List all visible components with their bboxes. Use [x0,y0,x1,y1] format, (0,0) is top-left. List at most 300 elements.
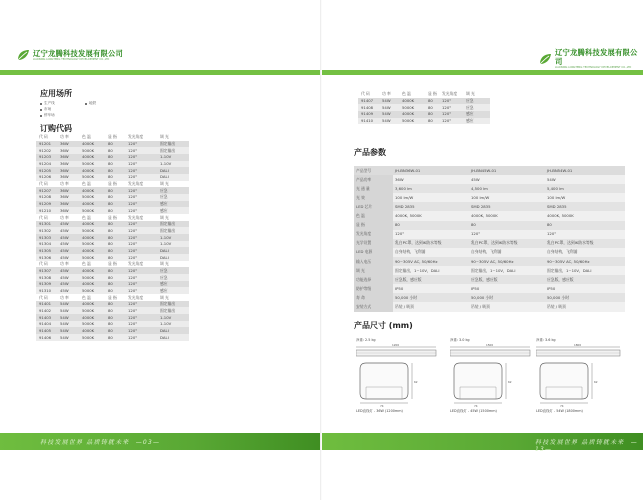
table-cell: 应急 [160,267,189,274]
list-item: 生产线 [40,101,55,106]
table-cell: 91205 [36,167,60,174]
table-cell: 光 效 [354,193,393,202]
table-cell: 120° [128,287,160,294]
table-cell: 80 [108,247,128,254]
table-cell: 80 [108,281,128,288]
table-cell: 120° [128,267,160,274]
table-cell: 代 码 [36,294,60,301]
list-item: 地铁 [85,101,96,106]
table-cell: 54W [60,334,82,341]
table-cell: 80 [393,221,469,230]
table-cell: 36W [60,201,82,208]
table-row [36,161,189,168]
table-row [354,211,625,220]
table-cell: 80 [108,321,128,328]
table-cell: 4000K [82,267,108,274]
table-cell: 91306 [36,254,60,261]
table-cell: 功 率 [60,134,82,141]
dimension-caption: LED直线灯 - 36W (1200mm) [356,409,403,413]
table-cell: 应急 [466,104,490,111]
table-cell: 自身结构，飞利浦 [469,248,545,257]
table-cell: 光 通 量 [354,184,393,193]
table-cell: 5000K [82,307,108,314]
table-cell: 显 指 [108,134,128,141]
table-row [354,221,625,230]
dimension-length: 1200 [392,343,400,347]
table-cell: 36W [60,141,82,148]
table-cell: 91302 [36,227,60,234]
table-cell: 自身结构，飞利浦 [393,248,469,257]
table-cell: 80 [108,287,128,294]
table-cell: 91401 [36,301,60,308]
table-row [354,257,625,266]
table-cell: 91410 [358,118,382,125]
table-cell: 固定输出 [160,301,189,308]
company-name-en: LIAONING LONGTENG TECHNOLOGY DEVELOPMENT CO.,LTD [33,58,110,61]
dimension-length: 1500 [486,343,494,347]
parameters-title: 产品参数 [354,148,386,157]
table-cell: 120° [128,321,160,328]
table-row [36,154,189,161]
table-cell: 80 [108,267,128,274]
table-cell: 5000K [82,287,108,294]
dimension-weight: 净重: 2.5 kg [356,338,376,342]
table-cell: 120° [128,161,160,168]
table-cell: 36W [60,147,82,154]
dimension-weight: 净重: 3.0 kg [450,338,470,342]
table-cell: 120° [128,174,160,181]
table-cell: 显 指 [108,181,128,188]
table-cell: IP50 [469,284,545,293]
table-cell: 应急 [466,98,490,105]
table-cell: 产品功率 [354,175,393,184]
table-cell: 54W [60,307,82,314]
dimension-drawing [536,343,622,409]
table-row [354,293,625,302]
footer-slogan: 科技发展世界 品质铸就未来 —13— [535,439,638,453]
table-cell: 寿 命 [354,293,393,302]
table-cell: SMD 2835 [545,202,625,211]
table-cell: 120° [128,187,160,194]
table-header-row [36,214,189,221]
table-cell: 发光角度 [128,214,160,221]
dimension-length: 1800 [574,343,582,347]
table-cell: 45W [60,254,82,261]
table-cell: 91406 [36,334,60,341]
table-cell: 80 [108,327,128,334]
table-cell: 36W [60,154,82,161]
table-cell: 4000K, 5000K [545,211,625,220]
table-cell: 色 温 [402,91,428,98]
table-cell: DALI [160,167,189,174]
table-cell: 调 光 [160,294,189,301]
table-cell: 120° [128,307,160,314]
table-row [36,327,189,334]
table-cell: 120° [442,104,466,111]
table-row [36,147,189,154]
table-cell: 调 光 [160,214,189,221]
table-cell: 120° [128,207,160,214]
dimension-height: 62 [508,380,512,384]
table-cell: 80 [108,154,128,161]
table-cell: 代 码 [36,134,60,141]
table-cell: 120° [128,141,160,148]
left-page [0,0,321,500]
table-row [36,221,189,228]
table-cell: 36W [60,167,82,174]
table-cell: 80 [428,118,442,125]
table-cell: 固定输出 [160,147,189,154]
table-cell: 91307 [36,267,60,274]
table-cell: IP50 [393,284,469,293]
table-cell: 色 温 [354,211,393,220]
table-cell: 4000K [82,247,108,254]
table-row [354,284,625,293]
table-cell: 45W [60,267,82,274]
header-rule [0,70,321,75]
table-cell: 固定输出 [160,141,189,148]
table-row [354,302,625,311]
dimension-drawing [356,343,438,409]
table-cell: 50,000 小时 [545,293,625,302]
table-header-row [36,261,189,268]
table-cell: LED 电源 [354,248,393,257]
table-cell: 4000K, 5000K [469,211,545,220]
parameters-table [354,166,625,312]
table-row [36,241,189,248]
table-cell: 感应 [160,207,189,214]
table-cell: 显 指 [428,91,442,98]
table-cell: 45W [60,281,82,288]
company-name-cn: 辽宁龙腾科技发展有限公司 [555,48,638,66]
dimension-drawing [450,343,532,409]
order-code-table [36,134,189,341]
table-cell: 5000K [82,274,108,281]
table-cell: 91203 [36,154,60,161]
table-cell: 发光角度 [128,181,160,188]
table-cell: LED 芯片 [354,202,393,211]
table-cell: 91403 [36,314,60,321]
table-cell: 感应 [160,287,189,294]
dimension-caption: LED直线灯 - 54W (1800mm) [536,409,583,413]
table-cell: 乳白PC罩，达到IK防水等级 [469,239,545,248]
table-cell: 5000K [402,104,428,111]
table-cell: 5000K [82,321,108,328]
table-cell: 45W [60,221,82,228]
table-cell: 91204 [36,161,60,168]
header-rule [322,70,643,75]
table-cell: 100 lm/W [545,193,625,202]
table-cell: 固定输出，1~10V，DALI [393,266,469,275]
table-cell: 显 指 [108,214,128,221]
table-cell: 4000K, 5000K [393,211,469,220]
table-cell: 120° [469,230,545,239]
table-cell: 90~305V AC, 50/60Hz [545,257,625,266]
table-row [36,307,189,314]
table-cell: 发光角度 [128,261,160,268]
table-cell: 4000K [82,301,108,308]
table-cell: 代 码 [36,261,60,268]
table-row [354,275,625,284]
table-cell: SMD 2835 [393,202,469,211]
table-cell: 5000K [402,118,428,125]
table-cell: 感应 [160,201,189,208]
table-row [358,118,490,125]
table-row [36,314,189,321]
table-cell: 80 [108,301,128,308]
dimensions-title: 产品尺寸 (mm) [354,321,413,330]
table-row [358,104,490,111]
table-row [36,247,189,254]
table-cell: 1-10V [160,161,189,168]
table-row [354,230,625,239]
table-cell: 4000K [82,201,108,208]
table-row [36,281,189,288]
table-cell: 45W [60,287,82,294]
table-cell: 感应 [466,118,490,125]
table-cell: 应急 [160,194,189,201]
table-cell: 91303 [36,234,60,241]
table-cell: 90~305V AC, 50/60Hz [393,257,469,266]
table-cell: JH-BN45W-01 [469,166,545,175]
table-cell: 固定输出 [160,227,189,234]
table-cell: 91304 [36,241,60,248]
table-cell: 80 [108,234,128,241]
table-row [36,201,189,208]
table-cell: 120° [128,281,160,288]
table-cell: 120° [128,221,160,228]
table-cell: 80 [545,221,625,230]
table-row [36,334,189,341]
table-cell: 4,500 lm [469,184,545,193]
table-row [354,184,625,193]
table-cell: 50,000 小时 [469,293,545,302]
table-cell: 吊装 / 吸顶 [393,302,469,311]
table-row [36,274,189,281]
table-row [36,287,189,294]
table-cell: 80 [108,141,128,148]
leaf-logo-icon [538,52,552,66]
table-cell: 1-10V [160,321,189,328]
table-cell: 80 [108,314,128,321]
table-cell: 80 [108,187,128,194]
table-cell: 120° [128,201,160,208]
table-cell: 应急 [160,187,189,194]
table-cell: 80 [428,111,442,118]
table-row [36,267,189,274]
table-row [354,193,625,202]
table-cell: 120° [128,334,160,341]
table-row [36,227,189,234]
table-cell: 80 [108,174,128,181]
table-cell: 120° [128,147,160,154]
table-cell: 4000K [82,154,108,161]
table-row [36,234,189,241]
table-cell: 5000K [82,147,108,154]
table-cell: 5000K [82,334,108,341]
table-cell: 120° [128,314,160,321]
right-page [322,0,643,500]
table-cell: 45W [60,241,82,248]
table-cell: 功 率 [60,261,82,268]
table-cell: 91409 [358,111,382,118]
table-cell: 120° [128,234,160,241]
table-row [36,301,189,308]
table-row [36,194,189,201]
table-cell: 输入电压 [354,257,393,266]
table-cell: 乳白PC罩，达到IK防水等级 [545,239,625,248]
table-cell: 90~305V AC, 50/60Hz [469,257,545,266]
table-row [36,321,189,328]
table-cell: 36W [60,161,82,168]
table-cell: 应急 [160,274,189,281]
company-name-cn: 辽宁龙腾科技发展有限公司 [33,49,123,58]
table-cell: 91202 [36,147,60,154]
table-cell: 91308 [36,274,60,281]
table-cell: 45W [469,175,545,184]
table-cell: 调 光 [160,261,189,268]
table-cell: 45W [60,234,82,241]
table-cell: 感应 [160,281,189,288]
table-cell: 91408 [358,104,382,111]
table-cell: 80 [108,147,128,154]
table-cell: 91208 [36,194,60,201]
table-cell: 120° [442,118,466,125]
table-cell: 120° [442,98,466,105]
table-cell: 80 [469,221,545,230]
table-cell: 应急版，感应版 [393,275,469,284]
dimension-height: 62 [414,380,418,384]
table-cell: 80 [108,307,128,314]
table-cell: 5000K [82,161,108,168]
table-row [36,174,189,181]
company-logo [538,48,643,69]
table-cell: 1-10V [160,241,189,248]
table-cell: 自身结构，飞利浦 [545,248,625,257]
table-cell: 100 lm/W [469,193,545,202]
table-cell: 4000K [402,111,428,118]
table-cell: 120° [128,247,160,254]
table-cell: 91405 [36,327,60,334]
table-cell: 色 温 [82,134,108,141]
table-cell: 120° [442,111,466,118]
table-cell: 乳白PC罩，达到IK防水等级 [393,239,469,248]
table-cell: DALI [160,254,189,261]
table-cell: 固定输出，1~10V，DALI [545,266,625,275]
table-cell: 固定输出 [160,307,189,314]
table-cell: JH-BN36W-01 [393,166,469,175]
table-header-row [36,294,189,301]
table-cell: DALI [160,247,189,254]
table-cell: 1-10V [160,314,189,321]
list-item: 市场 [40,107,51,112]
dimension-panel-54w [536,337,622,417]
table-cell: 显 指 [108,294,128,301]
page-number: —03— [135,439,161,446]
table-cell: 45W [60,227,82,234]
table-cell: 80 [428,98,442,105]
table-cell: 4000K [82,187,108,194]
table-cell: 发光角度 [128,294,160,301]
table-cell: 45W [60,274,82,281]
order-code-table-continued [358,91,490,124]
table-cell: 91209 [36,201,60,208]
table-cell: 调 光 [466,91,490,98]
table-cell: 120° [128,241,160,248]
table-cell: 54W [382,118,402,125]
table-cell: 120° [128,274,160,281]
table-cell: 91404 [36,321,60,328]
table-cell: 色 温 [82,214,108,221]
table-cell: 吊装 / 吸顶 [545,302,625,311]
table-cell: 吊装 / 吸顶 [469,302,545,311]
table-cell: 应急版，感应版 [545,275,625,284]
table-header-row [36,134,189,141]
table-row [36,207,189,214]
table-cell: 54W [382,98,402,105]
table-cell: 120° [128,254,160,261]
table-row [36,254,189,261]
table-cell: 4000K [82,141,108,148]
table-cell: 36W [60,174,82,181]
table-cell: 4000K [402,98,428,105]
table-cell: 功能选择 [354,275,393,284]
table-cell: 80 [108,227,128,234]
table-cell: 80 [108,241,128,248]
table-cell: 发光角度 [128,134,160,141]
table-cell: 45W [60,247,82,254]
table-cell: 120° [128,194,160,201]
company-name-en: LIAONING LONGTENG TECHNOLOGY DEVELOPMENT CO.,LTD [555,66,632,69]
page-number: —13— [535,439,638,453]
table-cell: DALI [160,334,189,341]
table-row [354,175,625,184]
table-row [36,141,189,148]
table-cell: 120° [128,154,160,161]
table-cell: 固定输出，1~10V，DALI [469,266,545,275]
table-cell: 感应 [466,111,490,118]
dimension-caption: LED直线灯 - 45W (1500mm) [450,409,497,413]
table-row [36,187,189,194]
table-cell: 120° [128,167,160,174]
table-cell: 发光角度 [354,230,393,239]
table-cell: 80 [108,207,128,214]
table-cell: JH-BN54W-01 [545,166,625,175]
table-cell: 防护等级 [354,284,393,293]
table-cell: 功 率 [382,91,402,98]
applications-title: 应用场所 [40,89,72,98]
table-row [358,98,490,105]
table-cell: 54W [545,175,625,184]
table-cell: 100 lm/W [393,193,469,202]
table-cell: 36W [60,187,82,194]
table-cell: 显 指 [354,221,393,230]
table-row [358,111,490,118]
table-cell: 调 光 [160,134,189,141]
table-cell: 91310 [36,287,60,294]
table-cell: 91206 [36,174,60,181]
table-cell: 120° [393,230,469,239]
dimension-weight: 净重: 3.6 kg [536,338,556,342]
table-cell: 4000K [82,281,108,288]
table-cell: 发光角度 [442,91,466,98]
table-cell: 91305 [36,247,60,254]
table-cell: 4000K [82,234,108,241]
table-cell: 5000K [82,194,108,201]
table-header-row [354,166,625,175]
table-cell: 4000K [82,314,108,321]
table-cell: 91201 [36,141,60,148]
